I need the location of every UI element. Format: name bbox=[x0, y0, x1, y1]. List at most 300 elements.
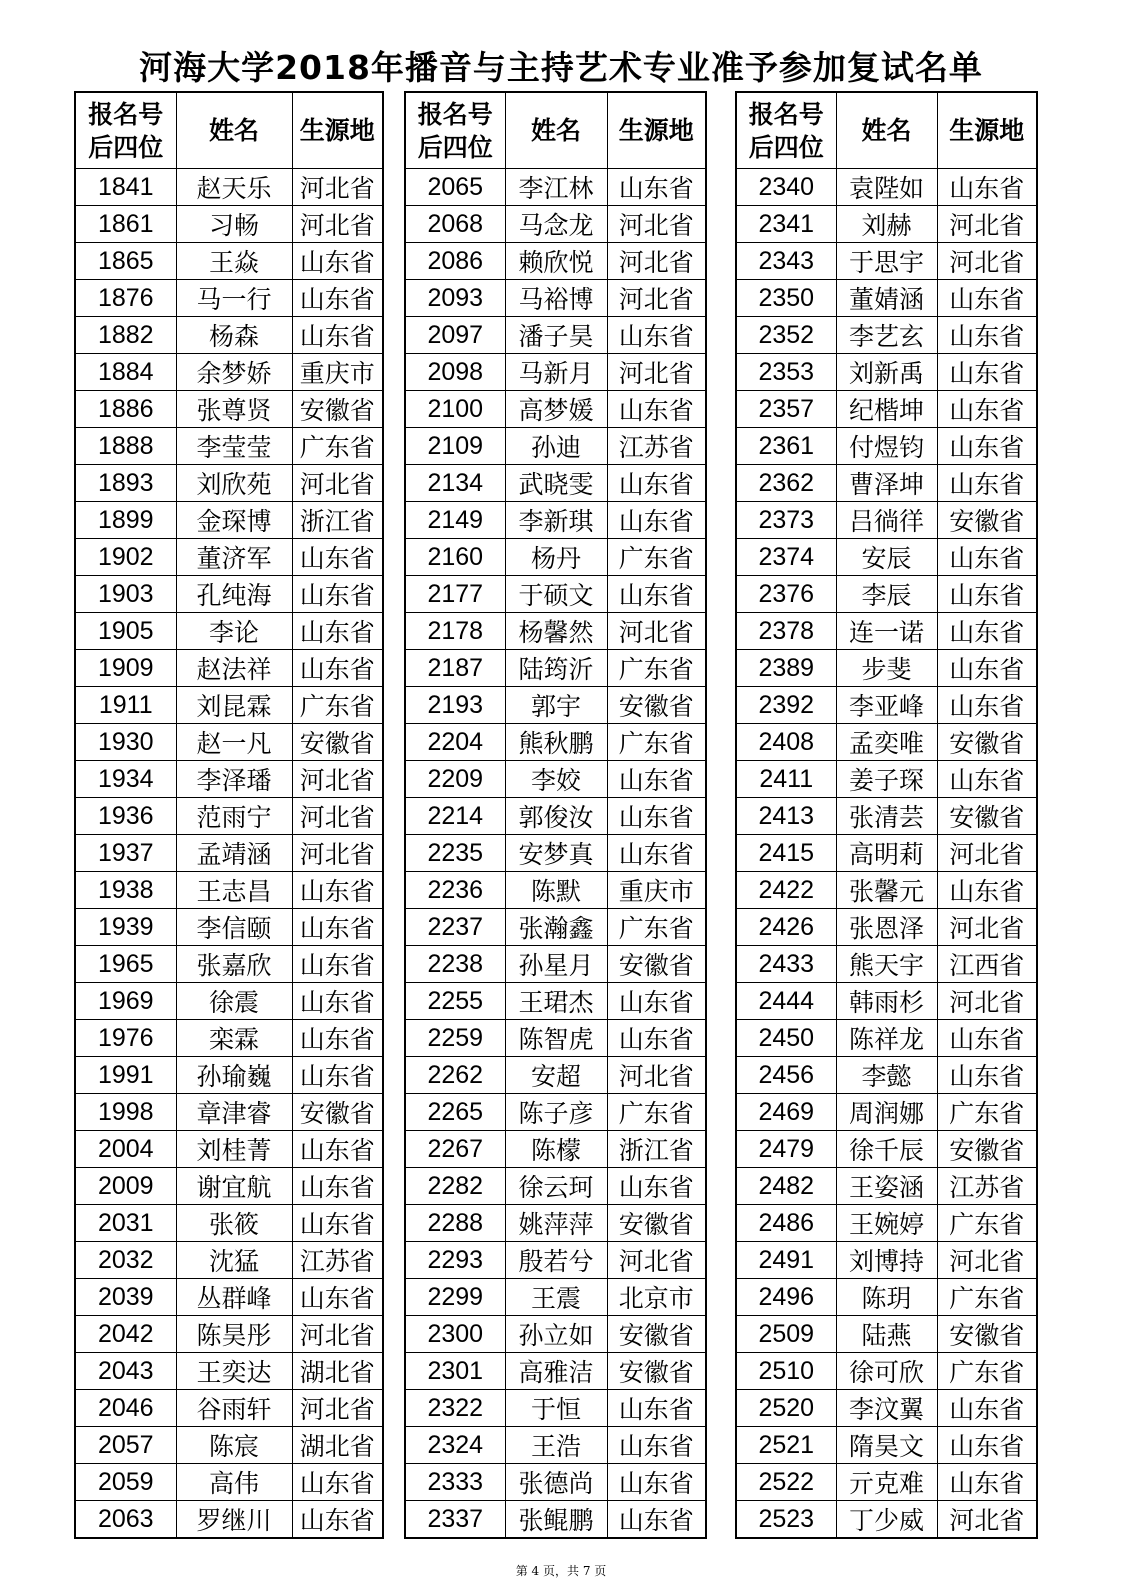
name-cell: 姚萍萍 bbox=[505, 1205, 607, 1242]
code-cell: 1865 bbox=[75, 243, 176, 280]
table-row bbox=[75, 1353, 383, 1390]
name-cell: 孟奕唯 bbox=[836, 724, 937, 761]
code-cell: 2098 bbox=[405, 354, 505, 391]
table-row bbox=[736, 909, 1037, 946]
table-row bbox=[736, 1131, 1037, 1168]
origin-cell: 山东省 bbox=[937, 317, 1037, 354]
header-origin: 生源地 bbox=[937, 92, 1037, 169]
table-row bbox=[405, 539, 706, 576]
table-row bbox=[75, 687, 383, 724]
origin-cell: 山东省 bbox=[292, 983, 383, 1020]
origin-cell: 河北省 bbox=[292, 761, 383, 798]
table-row bbox=[736, 391, 1037, 428]
origin-cell: 山东省 bbox=[292, 1020, 383, 1057]
name-cell: 赵法祥 bbox=[176, 650, 292, 687]
code-cell: 2134 bbox=[405, 465, 505, 502]
code-cell: 1938 bbox=[75, 872, 176, 909]
name-cell: 于思宇 bbox=[836, 243, 937, 280]
table-row bbox=[736, 317, 1037, 354]
name-cell: 张筱 bbox=[176, 1205, 292, 1242]
origin-cell: 河北省 bbox=[292, 1390, 383, 1427]
origin-cell: 山东省 bbox=[937, 761, 1037, 798]
code-cell: 2343 bbox=[736, 243, 836, 280]
code-cell: 1936 bbox=[75, 798, 176, 835]
code-cell: 1861 bbox=[75, 206, 176, 243]
header-origin: 生源地 bbox=[292, 92, 383, 169]
origin-cell: 山东省 bbox=[607, 1020, 706, 1057]
table-row bbox=[75, 502, 383, 539]
roster-table-3 bbox=[735, 91, 1038, 1539]
origin-cell: 山东省 bbox=[937, 465, 1037, 502]
origin-cell: 山东省 bbox=[607, 835, 706, 872]
code-cell: 1969 bbox=[75, 983, 176, 1020]
code-cell: 2046 bbox=[75, 1390, 176, 1427]
code-cell: 2236 bbox=[405, 872, 505, 909]
origin-cell: 江苏省 bbox=[292, 1242, 383, 1279]
table-row bbox=[75, 761, 383, 798]
origin-cell: 广东省 bbox=[292, 687, 383, 724]
table-row bbox=[405, 946, 706, 983]
name-cell: 孙立如 bbox=[505, 1316, 607, 1353]
table-row bbox=[736, 1353, 1037, 1390]
name-cell: 高梦媛 bbox=[505, 391, 607, 428]
code-cell: 2299 bbox=[405, 1279, 505, 1316]
name-cell: 高伟 bbox=[176, 1464, 292, 1501]
name-cell: 沈猛 bbox=[176, 1242, 292, 1279]
name-cell: 李亚峰 bbox=[836, 687, 937, 724]
origin-cell: 山东省 bbox=[292, 1057, 383, 1094]
code-cell: 2361 bbox=[736, 428, 836, 465]
name-cell: 陈默 bbox=[505, 872, 607, 909]
code-cell: 2411 bbox=[736, 761, 836, 798]
table-row bbox=[736, 539, 1037, 576]
name-cell: 金琛博 bbox=[176, 502, 292, 539]
table-row bbox=[75, 1205, 383, 1242]
origin-cell: 山东省 bbox=[292, 317, 383, 354]
code-cell: 2267 bbox=[405, 1131, 505, 1168]
origin-cell: 山东省 bbox=[937, 613, 1037, 650]
code-cell: 2086 bbox=[405, 243, 505, 280]
name-cell: 张清芸 bbox=[836, 798, 937, 835]
name-cell: 高明莉 bbox=[836, 835, 937, 872]
header-name: 姓名 bbox=[505, 92, 607, 169]
origin-cell: 山东省 bbox=[292, 576, 383, 613]
name-cell: 曹泽坤 bbox=[836, 465, 937, 502]
table-row bbox=[405, 1316, 706, 1353]
name-cell: 袁陛如 bbox=[836, 169, 937, 206]
origin-cell: 河北省 bbox=[937, 835, 1037, 872]
name-cell: 张尊贤 bbox=[176, 391, 292, 428]
table-row bbox=[405, 687, 706, 724]
table-row bbox=[736, 280, 1037, 317]
table-row bbox=[75, 1131, 383, 1168]
code-cell: 2422 bbox=[736, 872, 836, 909]
code-cell: 1909 bbox=[75, 650, 176, 687]
table-row bbox=[405, 317, 706, 354]
code-cell: 1965 bbox=[75, 946, 176, 983]
table-row bbox=[75, 465, 383, 502]
code-cell: 2032 bbox=[75, 1242, 176, 1279]
name-cell: 杨森 bbox=[176, 317, 292, 354]
table-row bbox=[736, 1168, 1037, 1205]
name-cell: 董济军 bbox=[176, 539, 292, 576]
code-cell: 2333 bbox=[405, 1464, 505, 1501]
table-row bbox=[736, 1464, 1037, 1501]
origin-cell: 河北省 bbox=[292, 169, 383, 206]
name-cell: 李论 bbox=[176, 613, 292, 650]
name-cell: 杨丹 bbox=[505, 539, 607, 576]
name-cell: 连一诺 bbox=[836, 613, 937, 650]
roster-table-1 bbox=[74, 91, 384, 1539]
code-cell: 1876 bbox=[75, 280, 176, 317]
name-cell: 张嘉欣 bbox=[176, 946, 292, 983]
name-cell: 李新琪 bbox=[505, 502, 607, 539]
origin-cell: 河北省 bbox=[607, 354, 706, 391]
code-cell: 2255 bbox=[405, 983, 505, 1020]
origin-cell: 安徽省 bbox=[607, 1353, 706, 1390]
name-cell: 陈檬 bbox=[505, 1131, 607, 1168]
origin-cell: 山东省 bbox=[937, 576, 1037, 613]
code-cell: 1976 bbox=[75, 1020, 176, 1057]
name-cell: 于硕文 bbox=[505, 576, 607, 613]
code-cell: 1841 bbox=[75, 169, 176, 206]
table-row bbox=[75, 354, 383, 391]
origin-cell: 安徽省 bbox=[937, 1131, 1037, 1168]
code-cell: 1899 bbox=[75, 502, 176, 539]
table-row bbox=[736, 835, 1037, 872]
table-row bbox=[405, 1242, 706, 1279]
table-row bbox=[405, 1279, 706, 1316]
name-cell: 周润娜 bbox=[836, 1094, 937, 1131]
origin-cell: 河北省 bbox=[607, 1242, 706, 1279]
name-cell: 李汶翼 bbox=[836, 1390, 937, 1427]
origin-cell: 河北省 bbox=[937, 1501, 1037, 1539]
origin-cell: 江西省 bbox=[937, 946, 1037, 983]
table-row bbox=[405, 650, 706, 687]
origin-cell: 安徽省 bbox=[607, 946, 706, 983]
table-row bbox=[736, 1279, 1037, 1316]
table-row bbox=[75, 1168, 383, 1205]
origin-cell: 浙江省 bbox=[607, 1131, 706, 1168]
name-cell: 张德尚 bbox=[505, 1464, 607, 1501]
name-cell: 徐云珂 bbox=[505, 1168, 607, 1205]
code-cell: 2520 bbox=[736, 1390, 836, 1427]
table-row bbox=[405, 243, 706, 280]
name-cell: 赵天乐 bbox=[176, 169, 292, 206]
name-cell: 安超 bbox=[505, 1057, 607, 1094]
name-cell: 李江林 bbox=[505, 169, 607, 206]
code-cell: 2337 bbox=[405, 1501, 505, 1539]
table-row bbox=[405, 1020, 706, 1057]
origin-cell: 山东省 bbox=[607, 465, 706, 502]
code-cell: 1930 bbox=[75, 724, 176, 761]
code-cell: 2262 bbox=[405, 1057, 505, 1094]
origin-cell: 山东省 bbox=[937, 391, 1037, 428]
code-cell: 2350 bbox=[736, 280, 836, 317]
code-cell: 1911 bbox=[75, 687, 176, 724]
origin-cell: 山东省 bbox=[607, 761, 706, 798]
table-row bbox=[405, 391, 706, 428]
code-cell: 2057 bbox=[75, 1427, 176, 1464]
origin-cell: 广东省 bbox=[937, 1279, 1037, 1316]
code-cell: 1884 bbox=[75, 354, 176, 391]
origin-cell: 河北省 bbox=[292, 206, 383, 243]
origin-cell: 安徽省 bbox=[937, 1316, 1037, 1353]
name-cell: 谷雨轩 bbox=[176, 1390, 292, 1427]
table-row bbox=[405, 465, 706, 502]
origin-cell: 山东省 bbox=[607, 317, 706, 354]
origin-cell: 山东省 bbox=[292, 280, 383, 317]
origin-cell: 广东省 bbox=[607, 909, 706, 946]
name-cell: 韩雨杉 bbox=[836, 983, 937, 1020]
name-cell: 王奕达 bbox=[176, 1353, 292, 1390]
name-cell: 郭俊汝 bbox=[505, 798, 607, 835]
name-cell: 刘新禹 bbox=[836, 354, 937, 391]
name-cell: 孙迪 bbox=[505, 428, 607, 465]
name-cell: 章津睿 bbox=[176, 1094, 292, 1131]
origin-cell: 河北省 bbox=[937, 1242, 1037, 1279]
code-cell: 2265 bbox=[405, 1094, 505, 1131]
table-row bbox=[736, 1501, 1037, 1539]
origin-cell: 山东省 bbox=[937, 687, 1037, 724]
code-cell: 2187 bbox=[405, 650, 505, 687]
name-cell: 张馨元 bbox=[836, 872, 937, 909]
code-cell: 2469 bbox=[736, 1094, 836, 1131]
code-cell: 1893 bbox=[75, 465, 176, 502]
name-cell: 李莹莹 bbox=[176, 428, 292, 465]
code-cell: 1991 bbox=[75, 1057, 176, 1094]
table-row bbox=[75, 206, 383, 243]
origin-cell: 山东省 bbox=[607, 1501, 706, 1539]
origin-cell: 山东省 bbox=[607, 169, 706, 206]
origin-cell: 浙江省 bbox=[292, 502, 383, 539]
origin-cell: 广东省 bbox=[292, 428, 383, 465]
origin-cell: 山东省 bbox=[292, 243, 383, 280]
table-row bbox=[405, 1057, 706, 1094]
code-cell: 2004 bbox=[75, 1131, 176, 1168]
name-cell: 谢宜航 bbox=[176, 1168, 292, 1205]
origin-cell: 山东省 bbox=[937, 354, 1037, 391]
code-cell: 2237 bbox=[405, 909, 505, 946]
name-cell: 范雨宁 bbox=[176, 798, 292, 835]
origin-cell: 山东省 bbox=[937, 428, 1037, 465]
code-cell: 2357 bbox=[736, 391, 836, 428]
table-row bbox=[736, 1057, 1037, 1094]
table-row bbox=[75, 798, 383, 835]
code-cell: 2059 bbox=[75, 1464, 176, 1501]
origin-cell: 山东省 bbox=[292, 613, 383, 650]
code-cell: 2177 bbox=[405, 576, 505, 613]
origin-cell: 河北省 bbox=[937, 909, 1037, 946]
name-cell: 余梦娇 bbox=[176, 354, 292, 391]
name-cell: 高雅洁 bbox=[505, 1353, 607, 1390]
origin-cell: 山东省 bbox=[292, 539, 383, 576]
name-cell: 李懿 bbox=[836, 1057, 937, 1094]
table-row bbox=[75, 539, 383, 576]
origin-cell: 安徽省 bbox=[607, 1205, 706, 1242]
code-cell: 2415 bbox=[736, 835, 836, 872]
code-cell: 2063 bbox=[75, 1501, 176, 1539]
origin-cell: 安徽省 bbox=[937, 724, 1037, 761]
table-row bbox=[75, 724, 383, 761]
code-cell: 2282 bbox=[405, 1168, 505, 1205]
origin-cell: 山东省 bbox=[937, 280, 1037, 317]
header-name: 姓名 bbox=[836, 92, 937, 169]
name-cell: 安辰 bbox=[836, 539, 937, 576]
origin-cell: 山东省 bbox=[292, 1205, 383, 1242]
name-cell: 王志昌 bbox=[176, 872, 292, 909]
name-cell: 孟靖涵 bbox=[176, 835, 292, 872]
table-row bbox=[75, 1464, 383, 1501]
origin-cell: 山东省 bbox=[607, 391, 706, 428]
name-cell: 马新月 bbox=[505, 354, 607, 391]
table-row bbox=[736, 946, 1037, 983]
code-cell: 2301 bbox=[405, 1353, 505, 1390]
table-row bbox=[405, 909, 706, 946]
table-row bbox=[405, 1353, 706, 1390]
table-row bbox=[405, 169, 706, 206]
code-cell: 1886 bbox=[75, 391, 176, 428]
name-cell: 马念龙 bbox=[505, 206, 607, 243]
origin-cell: 山东省 bbox=[607, 983, 706, 1020]
name-cell: 刘博持 bbox=[836, 1242, 937, 1279]
table-row bbox=[736, 465, 1037, 502]
origin-cell: 湖北省 bbox=[292, 1353, 383, 1390]
code-cell: 2300 bbox=[405, 1316, 505, 1353]
name-cell: 李泽璠 bbox=[176, 761, 292, 798]
name-cell: 马一行 bbox=[176, 280, 292, 317]
code-cell: 2374 bbox=[736, 539, 836, 576]
name-cell: 郭宇 bbox=[505, 687, 607, 724]
table-row bbox=[736, 1020, 1037, 1057]
name-cell: 李艺玄 bbox=[836, 317, 937, 354]
name-cell: 罗继川 bbox=[176, 1501, 292, 1539]
table-row bbox=[75, 428, 383, 465]
name-cell: 王珺杰 bbox=[505, 983, 607, 1020]
roster-table-2 bbox=[404, 91, 707, 1539]
code-cell: 2322 bbox=[405, 1390, 505, 1427]
origin-cell: 安徽省 bbox=[607, 1316, 706, 1353]
origin-cell: 山东省 bbox=[937, 539, 1037, 576]
name-cell: 付煜钧 bbox=[836, 428, 937, 465]
table-row bbox=[75, 835, 383, 872]
origin-cell: 山东省 bbox=[607, 502, 706, 539]
table-row bbox=[405, 1427, 706, 1464]
code-cell: 2068 bbox=[405, 206, 505, 243]
table-row bbox=[75, 317, 383, 354]
table-row bbox=[75, 1390, 383, 1427]
table-row bbox=[405, 1094, 706, 1131]
name-cell: 纪楷坤 bbox=[836, 391, 937, 428]
table-row bbox=[75, 872, 383, 909]
origin-cell: 河北省 bbox=[607, 206, 706, 243]
table-row bbox=[736, 798, 1037, 835]
code-cell: 1937 bbox=[75, 835, 176, 872]
table-row bbox=[736, 354, 1037, 391]
code-cell: 2510 bbox=[736, 1353, 836, 1390]
table-row bbox=[75, 391, 383, 428]
table-row bbox=[405, 206, 706, 243]
origin-cell: 山东省 bbox=[292, 909, 383, 946]
name-cell: 徐可欣 bbox=[836, 1353, 937, 1390]
origin-cell: 河北省 bbox=[292, 465, 383, 502]
table-row bbox=[405, 1464, 706, 1501]
table-row bbox=[75, 1094, 383, 1131]
name-cell: 刘桂菁 bbox=[176, 1131, 292, 1168]
name-cell: 陈祥龙 bbox=[836, 1020, 937, 1057]
name-cell: 杨馨然 bbox=[505, 613, 607, 650]
name-cell: 殷若兮 bbox=[505, 1242, 607, 1279]
code-cell: 2259 bbox=[405, 1020, 505, 1057]
table-row bbox=[405, 872, 706, 909]
code-cell: 2324 bbox=[405, 1427, 505, 1464]
origin-cell: 山东省 bbox=[937, 1390, 1037, 1427]
code-cell: 2456 bbox=[736, 1057, 836, 1094]
origin-cell: 安徽省 bbox=[937, 798, 1037, 835]
origin-cell: 山东省 bbox=[292, 1464, 383, 1501]
table-row bbox=[736, 576, 1037, 613]
name-cell: 陈玥 bbox=[836, 1279, 937, 1316]
name-cell: 董婧涵 bbox=[836, 280, 937, 317]
table-row bbox=[736, 613, 1037, 650]
name-cell: 赵一凡 bbox=[176, 724, 292, 761]
code-cell: 2235 bbox=[405, 835, 505, 872]
code-cell: 2523 bbox=[736, 1501, 836, 1539]
name-cell: 王婉婷 bbox=[836, 1205, 937, 1242]
code-cell: 2389 bbox=[736, 650, 836, 687]
origin-cell: 山东省 bbox=[292, 946, 383, 983]
code-cell: 1939 bbox=[75, 909, 176, 946]
origin-cell: 重庆市 bbox=[292, 354, 383, 391]
name-cell: 李姣 bbox=[505, 761, 607, 798]
table-row bbox=[736, 428, 1037, 465]
table-row bbox=[75, 613, 383, 650]
origin-cell: 河北省 bbox=[937, 243, 1037, 280]
name-cell: 丁少威 bbox=[836, 1501, 937, 1539]
code-cell: 2433 bbox=[736, 946, 836, 983]
origin-cell: 山东省 bbox=[607, 1427, 706, 1464]
origin-cell: 安徽省 bbox=[292, 391, 383, 428]
name-cell: 马裕博 bbox=[505, 280, 607, 317]
table-row bbox=[75, 650, 383, 687]
origin-cell: 广东省 bbox=[607, 1094, 706, 1131]
page-title: 河海大学2018年播音与主持艺术专业准予参加复试名单 bbox=[139, 48, 983, 87]
table-row bbox=[405, 428, 706, 465]
origin-cell: 广东省 bbox=[607, 650, 706, 687]
name-cell: 刘欣苑 bbox=[176, 465, 292, 502]
table-row bbox=[75, 1242, 383, 1279]
name-cell: 陈昊彤 bbox=[176, 1316, 292, 1353]
origin-cell: 安徽省 bbox=[292, 1094, 383, 1131]
code-cell: 2491 bbox=[736, 1242, 836, 1279]
name-cell: 丛群峰 bbox=[176, 1279, 292, 1316]
origin-cell: 山东省 bbox=[937, 1057, 1037, 1094]
origin-cell: 河北省 bbox=[937, 206, 1037, 243]
code-cell: 2039 bbox=[75, 1279, 176, 1316]
code-cell: 1902 bbox=[75, 539, 176, 576]
code-cell: 2340 bbox=[736, 169, 836, 206]
origin-cell: 山东省 bbox=[607, 1390, 706, 1427]
origin-cell: 山东省 bbox=[292, 1131, 383, 1168]
origin-cell: 山东省 bbox=[937, 650, 1037, 687]
name-cell: 刘赫 bbox=[836, 206, 937, 243]
code-cell: 2160 bbox=[405, 539, 505, 576]
code-cell: 2193 bbox=[405, 687, 505, 724]
table-row bbox=[405, 1501, 706, 1539]
table-row bbox=[405, 576, 706, 613]
origin-cell: 广东省 bbox=[937, 1205, 1037, 1242]
table-row bbox=[405, 502, 706, 539]
